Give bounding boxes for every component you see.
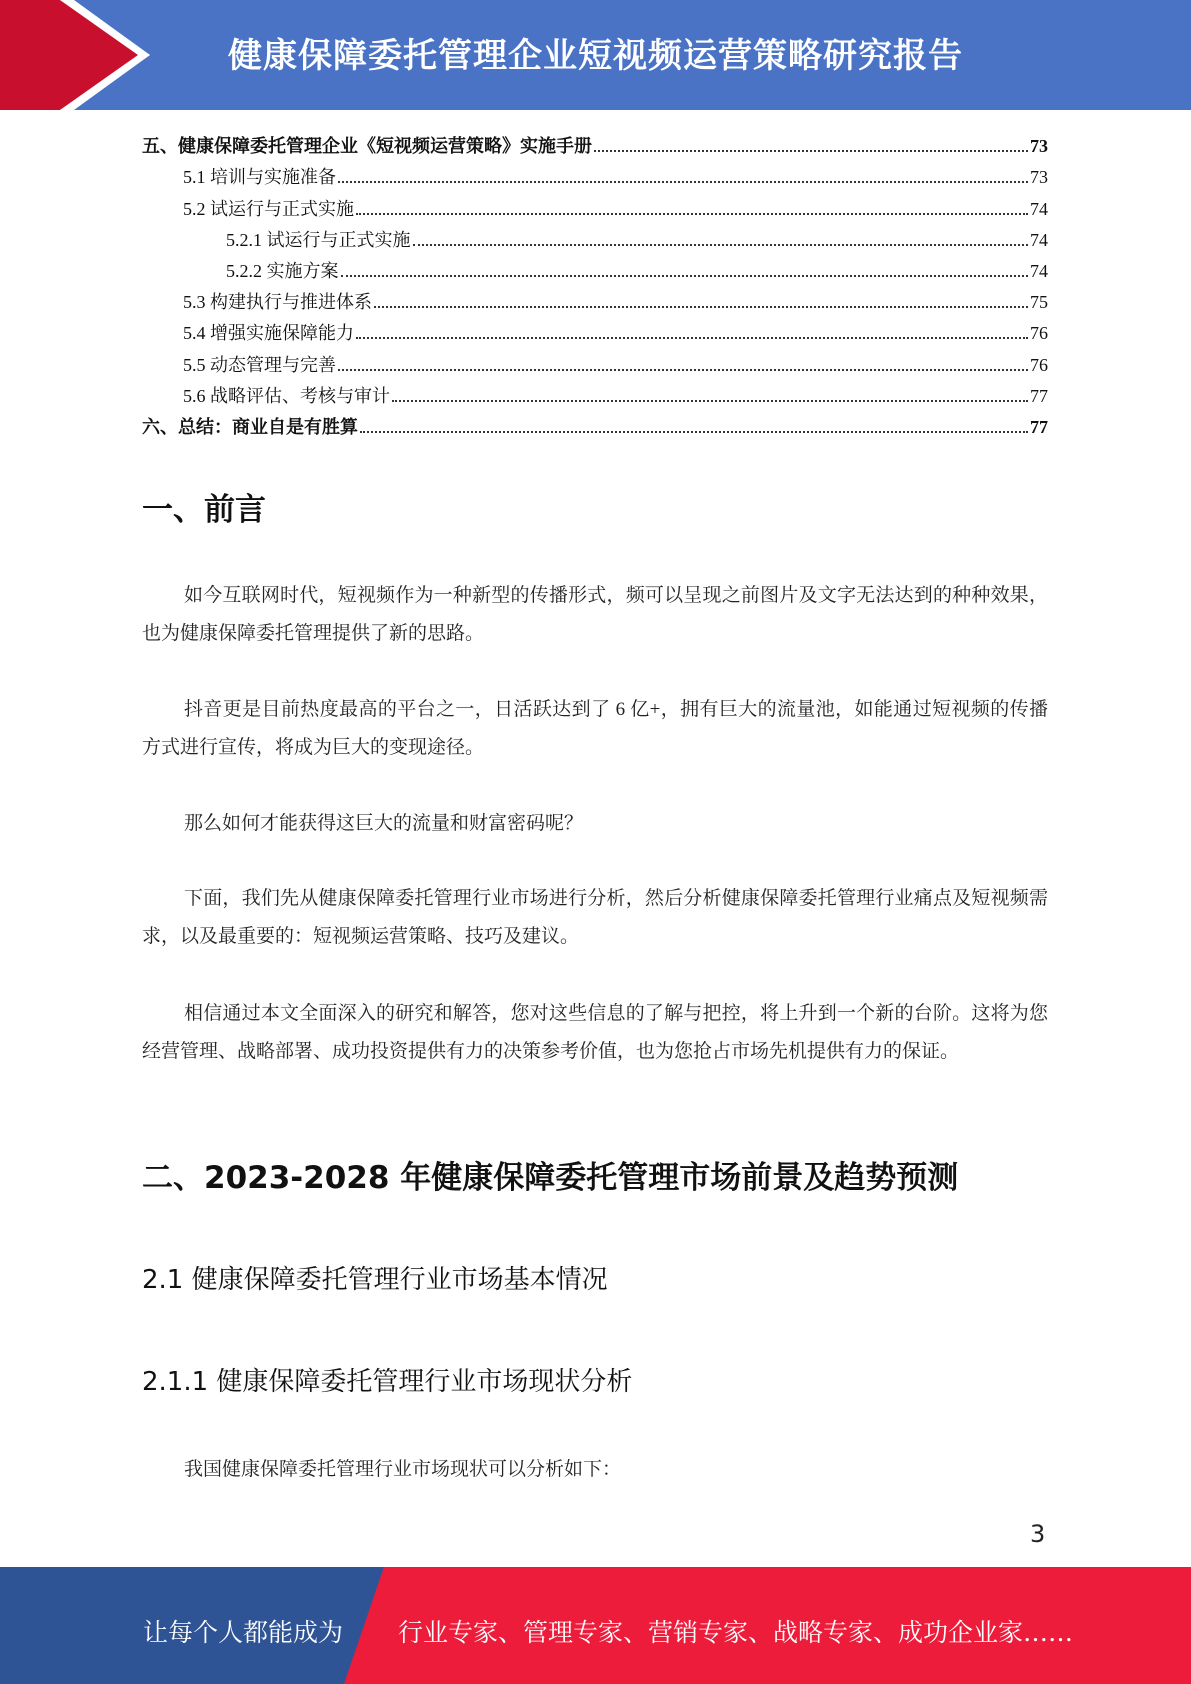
toc-entry-title: 5.4 增强实施保障能力 [183,323,354,344]
toc-dot-leader [338,181,1028,183]
toc-entry-page: 77 [1030,416,1048,437]
toc-entry[interactable] [142,157,1048,188]
toc-dot-leader [413,244,1029,246]
toc-dot-leader [360,431,1028,433]
toc-entry-title: 5.3 构建执行与推进体系 [183,292,372,313]
page-number: 3 [1030,1520,1046,1548]
preface-paragraph-3: 那么如何才能获得这巨大的流量和财富密码呢？ [184,813,584,834]
toc-entry-page: 73 [1030,136,1048,157]
toc-entry[interactable] [142,126,1048,157]
toc-entry-title: 5.1 培训与实施准备 [183,167,336,188]
toc-entry[interactable] [142,251,1048,282]
toc-entry-title: 5.2.2 实施方案 [226,260,339,281]
preface-paragraph-2: 抖音更是目前热度最高的平台之一，日活跃达到了 6 亿+，拥有巨大的流量池，如能通过短视频的传播方式进行宣传，将成为巨大的变现途径。 [142,699,1048,758]
toc-entry-page: 76 [1030,354,1048,375]
toc-dot-leader [356,213,1028,215]
section-2-1-heading: 2.1 健康保障委托管理行业市场基本情况 [142,1265,608,1295]
toc-entry-page: 74 [1030,229,1048,250]
toc-entry-title: 5.6 战略评估、考核与审计 [183,385,390,406]
section-2-heading: 二、2023-2028 年健康保障委托管理市场前景及趋势预测 [142,1160,959,1196]
section-2-1-1-intro: 我国健康保障委托管理行业市场现状可以分析如下： [184,1459,622,1480]
toc-entry-page: 73 [1030,167,1048,188]
table-of-contents [142,126,1048,438]
preface-paragraph-1: 如今互联网时代，短视频作为一种新型的传播形式，频可以呈现之前图片及文字无法达到的种种效果，也为健康保障委托管理提供了新的思路。 [142,585,1048,644]
toc-entry-title: 五、健康保障委托管理企业《短视频运营策略》实施手册 [142,136,592,157]
toc-entry[interactable] [142,313,1048,344]
toc-dot-leader [356,337,1028,339]
header-arrow-decoration [0,0,230,110]
toc-entry-title: 六、总结：商业自是有胜算 [142,416,358,437]
toc-entry-title: 5.2 试运行与正式实施 [183,198,354,219]
footer-slogan-left: 让每个人都能成为 [143,1618,344,1647]
toc-entry[interactable] [142,407,1048,438]
toc-entry[interactable] [142,188,1048,219]
toc-entry[interactable] [142,282,1048,313]
toc-entry[interactable] [142,344,1048,375]
toc-entry-title: 5.5 动态管理与完善 [183,354,336,375]
toc-entry-page: 76 [1030,323,1048,344]
toc-dot-leader [374,306,1028,308]
preface-heading: 一、前言 [142,492,266,528]
report-title: 健康保障委托管理企业短视频运营策略研究报告 [228,36,963,76]
header-band [0,0,1191,110]
toc-dot-leader [392,400,1028,402]
toc-dot-leader [338,369,1028,371]
toc-entry-page: 77 [1030,385,1048,406]
preface-paragraph-4: 下面，我们先从健康保障委托管理行业市场进行分析，然后分析健康保障委托管理行业痛点及短视频需求，以及最重要的：短视频运营策略、技巧及建议。 [142,888,1048,947]
toc-entry[interactable] [142,376,1048,407]
toc-dot-leader [594,150,1028,152]
toc-entry[interactable] [142,220,1048,251]
toc-entry-title: 5.2.1 试运行与正式实施 [226,229,411,250]
toc-entry-page: 75 [1030,292,1048,313]
section-2-1-1-heading: 2.1.1 健康保障委托管理行业市场现状分析 [142,1367,633,1397]
footer-slogan-right: 行业专家、管理专家、营销专家、战略专家、成功企业家…… [398,1618,1074,1647]
toc-entry-page: 74 [1030,260,1048,281]
preface-paragraph-5: 相信通过本文全面深入的研究和解答，您对这些信息的了解与把控，将上升到一个新的台阶。这将为您经营管理、战略部署、成功投资提供有力的决策参考价值，也为您抢占市场先机提供有力的保证。 [142,1003,1048,1062]
toc-dot-leader [341,275,1029,277]
toc-entry-page: 74 [1030,198,1048,219]
